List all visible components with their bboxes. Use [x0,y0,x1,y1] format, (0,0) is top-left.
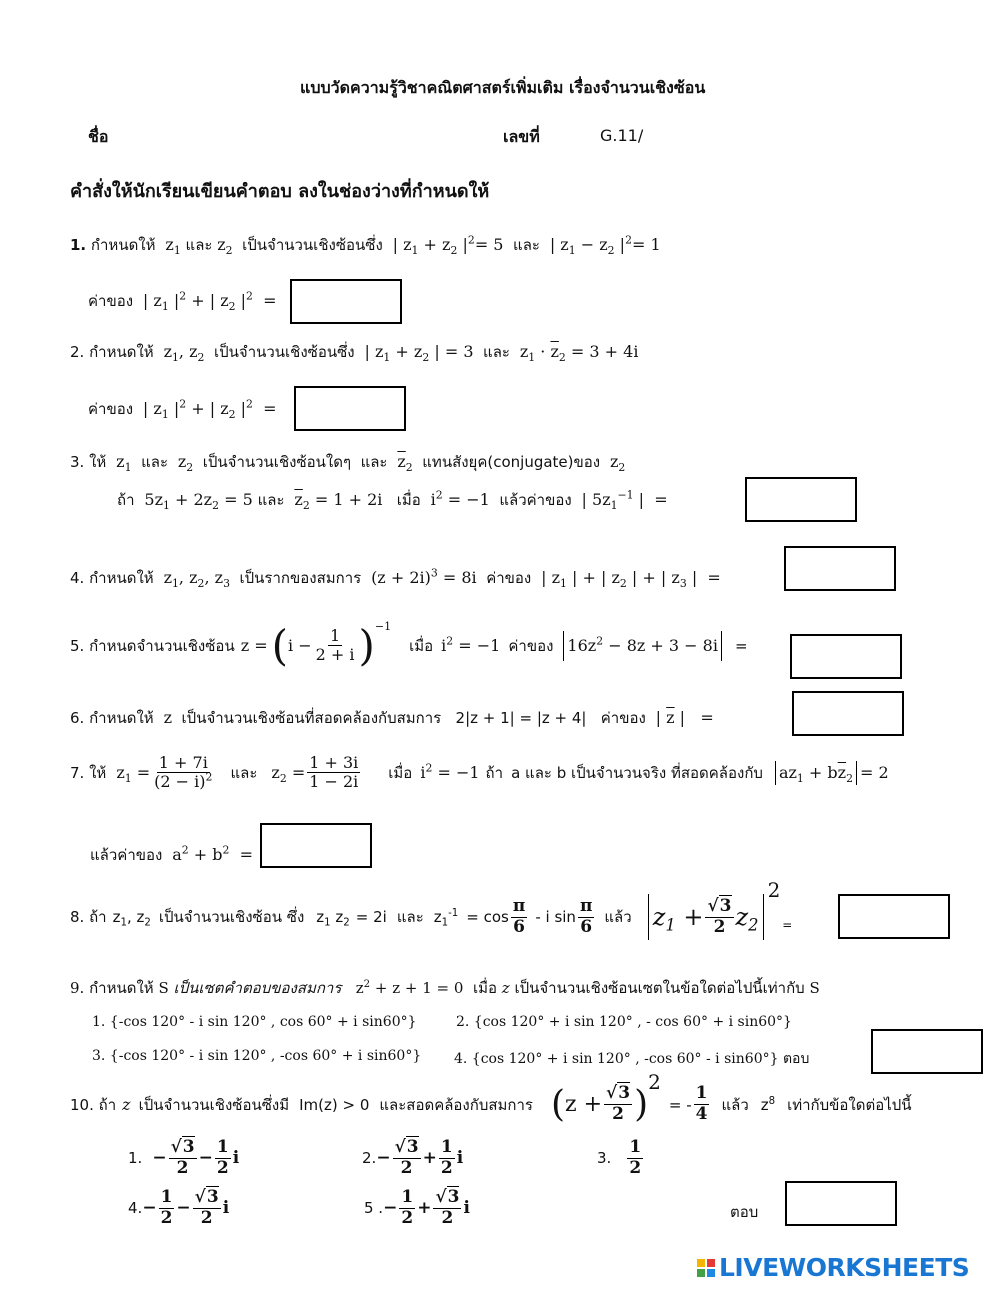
question-8: 8. ถ้า $z_1$, $z_2$ เป็นจำนวนเชิงซ้อน ซึ่ง $z_1$ $z_2$ = 2i และ $z_1^{-1}$ = cos $\frac{\pi}{6}$ - i sin $\frac{\pi}{6}$ แล้ว $z_1$ + $\frac{√3}{2}$ $z_2$ 2 = [70,894,792,940]
choice-10-2: 2. − $\frac{√3}{2}$ + $\frac{1}{2}$ i [362,1137,464,1178]
number-label: เลขที่ [503,127,540,146]
choice-9-3: 3. {-cos 120° - i sin 120° , -cos 60° + i sin60°} [92,1048,422,1064]
question-1-ask: ค่าของ | $z_1$ $|^2$ + | $z_2$ $|^2$ = [88,289,277,313]
answer-box-6[interactable] [792,691,904,736]
question-10: 10. ถ้า z เป็นจำนวนเชิงซ้อนซึ่งมี Im(z) > 0 และสอดคล้องกับสมการ ( z + $\frac{√3}{2}$ ) 2 = - $\frac{1}{4}$ แล้ว $z^8$ เท่ากับข้อใดต่อไปนี้ [70,1070,912,1125]
choice-9-2: 2. {cos 120° + i sin 120° , - cos 60° + i sin60°} [456,1014,792,1030]
answer-box-7[interactable] [260,823,372,868]
answer-box-2[interactable] [294,386,406,431]
choice-9-4: 4. {cos 120° + i sin 120° , -cos 60° - i sin60°} ตอบ [454,1051,810,1067]
page-title: แบบวัดความรู้วิชาคณิตศาสตร์เพิ่มเติม เรื่องจำนวนเชิงซ้อน [300,78,706,97]
answer-box-4[interactable] [784,546,896,591]
choice-9-1: 1. {-cos 120° - i sin 120° , cos 60° + i sin60°} [92,1014,417,1030]
choice-10-5: 5 . − $\frac{1}{2}$ + $\frac{√3}{2}$ i [364,1187,470,1228]
choice-10-3: 3. $\frac{1}{2}$ [597,1137,642,1178]
answer-label-10: ตอบ [730,1203,759,1221]
choice-10-4: 4. − $\frac{1}{2}$ − $\frac{√3}{2}$ i [128,1187,230,1228]
question-3-line2: ถ้า $5z_1 + 2z_2 = 5$ และ $\overline{z}_2 = 1 + 2i$ เมื่อ $i^2 = -1$ แล้วค่าของ | $5z_1^{-1}$ | = [117,488,668,512]
answer-box-9[interactable] [871,1029,983,1074]
brand-name: LIVEWORKSHEETS [719,1253,970,1282]
class-label: G.11/ [600,126,644,145]
name-label: ชื่อ [88,127,109,146]
question-3: 3. ให้ $z_1$ และ $z_2$ เป็นจำนวนเชิงซ้อนใดๆ และ $\overline{z}_2$ แทนสังยุค(conjugate)ของ $z_2$ [70,452,626,474]
liveworksheets-logo-icon [697,1259,715,1277]
answer-box-1[interactable] [290,279,402,324]
answer-box-8[interactable] [838,894,950,939]
question-2-ask: ค่าของ | $z_1$ $|^2$ + | $z_2$ $|^2$ = [88,397,277,421]
question-9: 9. กำหนดให้ S เป็นเซตคำตอบของสมการ $z^2 + z + 1 = 0$ เมื่อ z เป็นจำนวนเชิงซ้อนเซตในข้อใดต่อไปนี้เท่ากับ S [70,978,820,997]
answer-box-10[interactable] [785,1181,897,1226]
question-5: 5. กำหนดจำนวนเชิงซ้อน z = ( i − $\frac{1}{2 + i}$ ) −1 เมื่อ $i^2 = -1$ ค่าของ $16z^2 - 8z + 3 - 8i$ = [70,620,748,670]
question-1: 1. กำหนดให้ $z_1$ และ $z_2$ เป็นจำนวนเชิงซ้อนซึ่ง | $z_1 + z_2$ $|^2= 5$ และ | $z_1 - z_2$ $|^2= 1$ [70,233,661,257]
choice-10-1: 1. − $\frac{√3}{2}$ − $\frac{1}{2}$ i [128,1137,240,1178]
answer-box-5[interactable] [790,634,902,679]
answer-box-3[interactable] [745,477,857,522]
question-2: 2. กำหนดให้ $z_1$, $z_2$ เป็นจำนวนเชิงซ้อนซึ่ง | $z_1 + z_2$ | = 3 และ $z_1 \cdot \overline{z}_2 = 3 + 4i$ [70,342,639,364]
question-7-ask: แล้วค่าของ $a^2 + b^2$ = [90,843,253,864]
question-6: 6. กำหนดให้ z เป็นจำนวนเชิงซ้อนที่สอดคล้องกับสมการ 2|z + 1| = |z + 4| ค่าของ | $\overline{z}$ | = [70,708,714,727]
liveworksheets-logo [697,1253,969,1282]
question-7: 7. ให้ $z_1$ = $\frac{1 + 7i}{(2 - i)^2}$ และ $z_2$ = $\frac{1 + 3i}{1 - 2i}$ เมื่อ $i^2 = -1$ ถ้า a และ b เป็นจำนวนจริง ที่สอดคล้องกับ $az_1 + b\overline{z}_2$ = 2 [70,753,889,792]
instruction: คำสั่งให้นักเรียนเขียนคำตอบ ลงในช่องว่างที่กำหนดให้ [70,181,490,202]
question-4: 4. กำหนดให้ $z_1$, $z_2$, $z_3$ เป็นรากของสมการ $(z + 2i)^3 = 8i$ ค่าของ | $z_1$ | + | $z_2$ | + | $z_3$ | = [70,566,721,590]
